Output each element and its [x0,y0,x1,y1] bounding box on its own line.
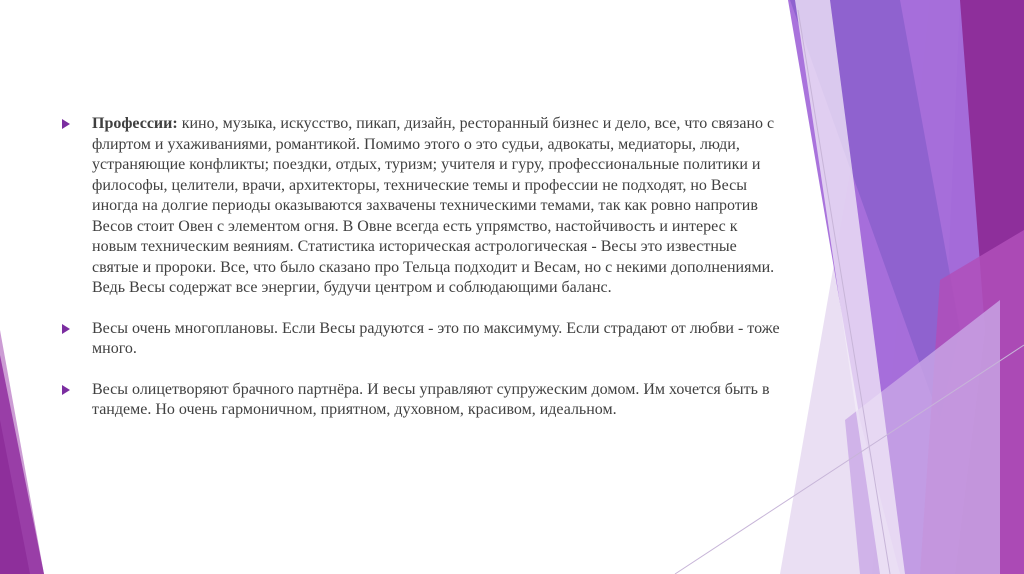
bullet-text: кино, музыка, искусство, пикап, дизайн, ресторанный бизнес и дело, все, что связано с флиртом и ухаживаниями, романтикой. Помимо этого о это судьи, адвокаты, медиаторы, люди, устраняющие конфликты; поездки, отдых, туризм; учителя и гуру, профессиональные политики и философы, целители, врачи, архитекторы, технические темы и профессии не подходят, но Весы иногда на долгие периоды оказываются захвачены техническими темами, так как ровно напротив Весов стоит Овен с элементом огня. В Овне всегда есть упрямство, настойчивость и интерес к новым техническим веяниям. Статистика историческая астрологическая - Весы это известные святые и пророки. Все, что было сказано про Тельца подходит и Весам, но с некими дополнениями. Ведь Весы содержат все энергии, будучи центром и соблюдающими баланс. [92,115,775,296]
bullet-arrow-icon [62,119,70,129]
bullet-text: Весы очень многоплановы. Если Весы радуются - это по максимуму. Если страдают от любви - тоже много. [92,319,780,357]
bullet-professions [62,114,782,299]
bullet-arrow-icon [62,324,70,334]
bullet-multifaceted [62,319,782,360]
bullet-lead: Профессии: [92,115,178,132]
slide-content [62,114,782,441]
bullet-text: Весы олицетворяют брачного партнёра. И весы управляют супружеским домом. Им хочется быть в тандеме. Но очень гармоничном, приятном, духовном, красивом, идеальном. [92,380,770,418]
bullet-partner [62,380,782,421]
bullet-arrow-icon [62,385,70,395]
